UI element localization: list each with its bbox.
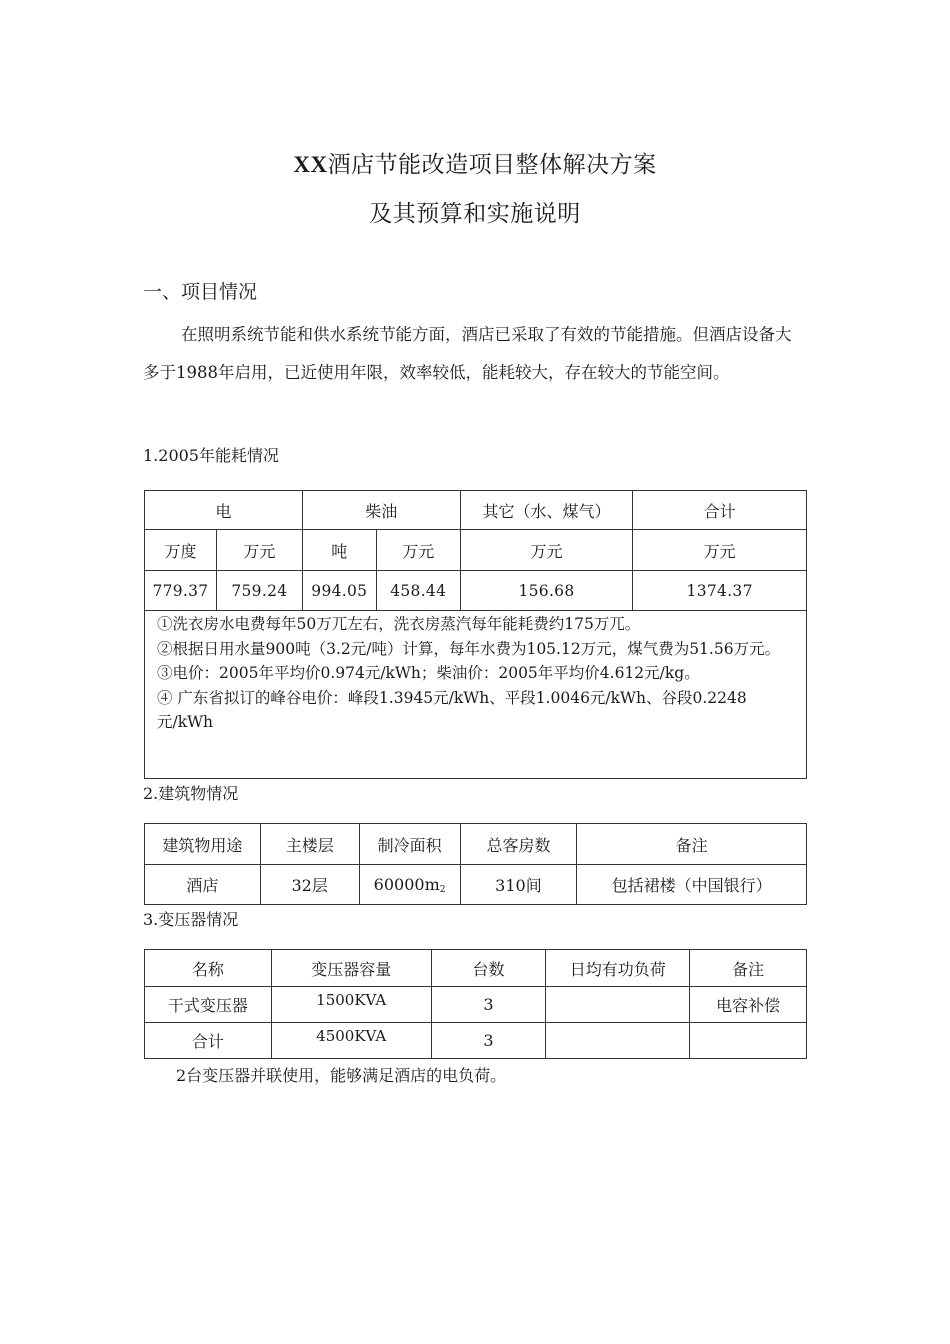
transformer-capacity: 1500KVA <box>271 987 431 1023</box>
building-rooms: 310间 <box>460 865 577 905</box>
transformer-load <box>546 1023 690 1059</box>
transformer-row <box>145 987 807 1023</box>
transformer-total-row <box>145 1023 807 1059</box>
group-electricity: 电 <box>145 491 303 530</box>
value-cell: 759.24 <box>216 571 302 611</box>
header-cell: 台数 <box>431 950 546 987</box>
project-paragraph: 在照明系统节能和供水系统节能方面，酒店已采取了有效的节能措施。但酒店设备大多于1988年启用，已近使用年限，效率较低，能耗较大，存在较大的节能空间。 <box>143 325 792 382</box>
building-note: 包括裙楼（中国银行） <box>577 865 807 905</box>
building-area <box>359 865 460 905</box>
title-prefix: XX <box>293 152 328 177</box>
building-use: 酒店 <box>145 865 261 905</box>
header-cell: 变压器容量 <box>271 950 431 987</box>
value-cell: 156.68 <box>460 571 633 611</box>
energy-notes-cell <box>145 611 807 779</box>
section-heading-project: 一、项目情况 <box>143 281 258 303</box>
transformer-note: 电容补偿 <box>690 987 807 1023</box>
unit-cell: 吨 <box>302 530 376 571</box>
unit-cell: 万元 <box>460 530 633 571</box>
group-other: 其它（水、煤气） <box>460 491 633 530</box>
transformer-name: 合计 <box>145 1023 272 1059</box>
header-cell: 建筑物用途 <box>145 824 261 865</box>
note-item: ④ 广东省拟订的峰谷电价：峰段1.3945元/kWh、平段1.0046元/kWh、谷段0.2248元/kWh <box>157 688 747 731</box>
transformer-name: 干式变压器 <box>145 987 272 1023</box>
transformer-closing-text: 2台变压器并联使用，能够满足酒店的电负荷。 <box>176 1066 507 1085</box>
header-cell: 备注 <box>690 950 807 987</box>
building-heading: 2.建筑物情况 <box>143 784 239 803</box>
transformer-count: 3 <box>431 1023 546 1059</box>
value-cell: 994.05 <box>302 571 376 611</box>
document-title-line2: 及其预算和实施说明 <box>369 201 581 227</box>
building-table <box>144 823 807 905</box>
transformer-heading: 3.变压器情况 <box>143 910 239 929</box>
value-cell: 1374.37 <box>633 571 807 611</box>
transformer-table <box>144 949 807 1059</box>
note-item: ③电价：2005年平均价0.974元/kWh；柴油价：2005年平均价4.612元/kg。 <box>157 664 700 682</box>
area-unit-subscript: 2 <box>439 885 446 895</box>
value-cell: 458.44 <box>376 571 460 611</box>
header-cell: 日均有功负荷 <box>546 950 690 987</box>
transformer-load <box>546 987 690 1023</box>
energy-notes-row <box>145 611 807 779</box>
transformer-count: 3 <box>431 987 546 1023</box>
energy-unit-row <box>145 530 807 571</box>
header-cell: 主楼层 <box>260 824 359 865</box>
area-value: 60000m <box>373 875 440 894</box>
header-cell: 备注 <box>577 824 807 865</box>
building-header-row <box>145 824 807 865</box>
group-total: 合计 <box>633 491 807 530</box>
energy-heading: 1.2005年能耗情况 <box>143 446 279 465</box>
unit-cell: 万元 <box>216 530 302 571</box>
group-diesel: 柴油 <box>302 491 460 530</box>
note-item: ②根据日用水量900吨（3.2元/吨）计算，每年水费为105.12万元，煤气费为51.56万元。 <box>157 639 781 658</box>
document-title-line1 <box>0 146 950 179</box>
building-floors: 32层 <box>260 865 359 905</box>
header-cell: 制冷面积 <box>359 824 460 865</box>
transformer-header-row <box>145 950 807 987</box>
value-cell: 779.37 <box>145 571 217 611</box>
transformer-capacity: 4500KVA <box>271 1023 431 1059</box>
title-rest: 酒店节能改造项目整体解决方案 <box>327 152 657 178</box>
energy-group-row <box>145 491 807 530</box>
unit-cell: 万度 <box>145 530 217 571</box>
building-data-row <box>145 865 807 905</box>
unit-cell: 万元 <box>633 530 807 571</box>
header-cell: 总客房数 <box>460 824 577 865</box>
note-item: ①洗衣房水电费每年50万兀左右，洗衣房蒸汽每年能耗费约175万兀。 <box>157 615 641 633</box>
unit-cell: 万元 <box>376 530 460 571</box>
energy-table <box>144 490 807 779</box>
energy-value-row <box>145 571 807 611</box>
transformer-note <box>690 1023 807 1059</box>
header-cell: 名称 <box>145 950 272 987</box>
energy-notes <box>157 612 800 778</box>
